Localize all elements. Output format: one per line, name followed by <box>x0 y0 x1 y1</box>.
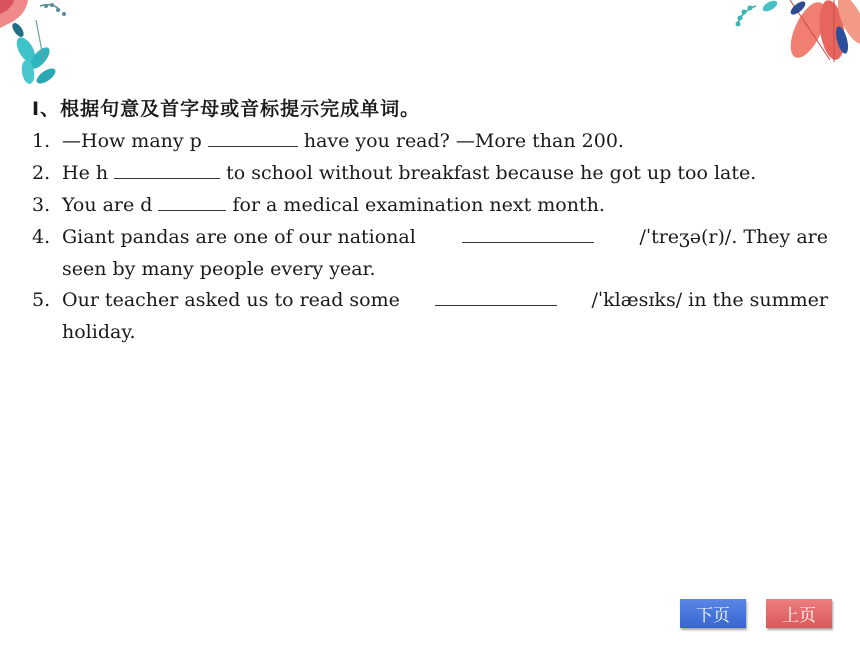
question-number: 4. <box>32 226 51 248</box>
question-5-continuation: holiday. <box>62 321 136 343</box>
answer-blank[interactable] <box>462 241 594 243</box>
answer-blank[interactable] <box>114 177 220 179</box>
question-text-before: He h <box>62 162 109 184</box>
question-number: 3. <box>32 194 51 216</box>
section-heading: Ⅰ、根据句意及首字母或音标提示完成单词。 <box>32 98 421 120</box>
question-text-before: You are d <box>62 194 153 216</box>
question-text-after: to school without breakfast because he got up too late. <box>226 162 757 184</box>
answer-blank[interactable] <box>435 304 557 306</box>
answer-blank[interactable] <box>208 145 298 147</box>
floral-decoration-left <box>0 0 80 95</box>
question-5 <box>32 289 828 311</box>
question-text-after: for a medical examination next month. <box>232 194 605 216</box>
question-number: 1. <box>32 130 51 152</box>
question-text-before: Our teacher asked us to read some <box>62 289 400 311</box>
floral-decoration-right <box>730 0 860 75</box>
question-text-before: —How many p <box>62 130 202 152</box>
question-3 <box>32 194 605 216</box>
question-text-after: have you read? —More than 200. <box>303 130 624 152</box>
next-page-button[interactable]: 下页 <box>680 599 746 628</box>
question-number: 5. <box>32 289 51 311</box>
question-2 <box>32 162 756 184</box>
question-text-after: /ˈklæsɪks/ in the summer <box>591 289 828 311</box>
question-1 <box>32 130 624 152</box>
previous-page-button[interactable]: 上页 <box>766 599 832 628</box>
question-number: 2. <box>32 162 51 184</box>
question-text-before: Giant pandas are one of our national <box>62 226 416 248</box>
answer-blank[interactable] <box>158 209 226 211</box>
question-4-continuation: seen by many people every year. <box>62 258 376 280</box>
question-text-after: /ˈtreʒə(r)/. They are <box>639 226 828 248</box>
question-4 <box>32 226 828 248</box>
